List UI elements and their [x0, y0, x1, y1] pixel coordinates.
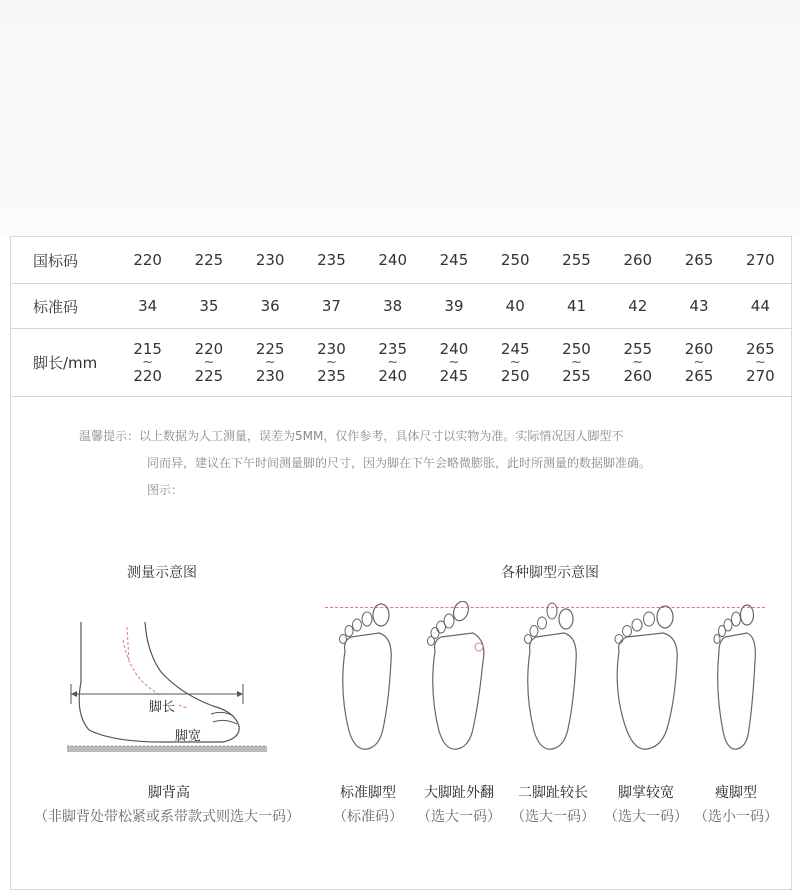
- table-cell: 34: [117, 284, 178, 329]
- range-cell: 265 ~ 270: [730, 329, 791, 397]
- foot-type-name: 二脚趾较长: [518, 785, 588, 801]
- foot-measure-illustration: [63, 622, 273, 757]
- table-row: [11, 237, 791, 284]
- foot-type-name: 大脚趾外翻: [424, 785, 494, 801]
- table-cell: 35: [178, 284, 239, 329]
- range-cell: 255 ~ 260: [607, 329, 668, 397]
- table-cell: 245: [423, 237, 484, 284]
- table-cell: 42: [607, 284, 668, 329]
- table-cell: 39: [423, 284, 484, 329]
- table-cell: 40: [485, 284, 546, 329]
- range-cell: 260 ~ 265: [668, 329, 729, 397]
- table-cell: 255: [546, 237, 607, 284]
- notice-line: 同而异，建议在下午时间测量脚的尺寸，因为脚在下午会略微膨胀，此时所测量的数据脚准确。: [147, 456, 652, 470]
- table-row: [11, 329, 791, 397]
- table-cell: 240: [362, 237, 423, 284]
- bunion-foot-icon: [421, 601, 491, 753]
- standard-foot-icon: [331, 601, 401, 753]
- table-cell: 265: [668, 237, 729, 284]
- table-cell: 38: [362, 284, 423, 329]
- row-header: 标准码: [11, 284, 117, 329]
- size-table: [11, 237, 791, 397]
- table-cell: 230: [240, 237, 301, 284]
- foot-type-advice: （选小一码）: [694, 809, 778, 825]
- foot-type-name: 标准脚型: [340, 785, 396, 801]
- table-cell: 270: [730, 237, 791, 284]
- table-cell: 250: [485, 237, 546, 284]
- instep-height-caption: 脚背高: [148, 785, 190, 801]
- table-cell: 260: [607, 237, 668, 284]
- range-cell: 245 ~ 250: [485, 329, 546, 397]
- slim-foot-icon: [705, 601, 765, 753]
- foot-type-name: 脚掌较宽: [618, 785, 674, 801]
- table-cell: 43: [668, 284, 729, 329]
- measurement-notice: [79, 423, 749, 504]
- row-header: 国标码: [11, 237, 117, 284]
- foot-type-advice: （选大一码）: [417, 809, 501, 825]
- foot-type-advice: （标准码）: [333, 809, 403, 825]
- range-cell: 220 ~ 225: [178, 329, 239, 397]
- product-image-area: [0, 0, 800, 236]
- table-cell: 41: [546, 284, 607, 329]
- long-second-toe-foot-icon: [516, 601, 586, 753]
- foot-type-name: 瘦脚型: [715, 785, 757, 801]
- range-cell: 230 ~ 235: [301, 329, 362, 397]
- table-cell: 235: [301, 237, 362, 284]
- table-cell: 225: [178, 237, 239, 284]
- table-row: [11, 284, 791, 329]
- instep-height-note: （非脚背处带松紧或系带款式则选大一码）: [34, 809, 300, 825]
- table-cell: 37: [301, 284, 362, 329]
- range-cell: 235 ~ 240: [362, 329, 423, 397]
- size-chart-card: [10, 236, 792, 890]
- table-cell: 36: [240, 284, 301, 329]
- range-cell: 215 ~ 220: [117, 329, 178, 397]
- table-cell: 220: [117, 237, 178, 284]
- foot-type-advice: （选大一码）: [511, 809, 595, 825]
- measure-diagram-title: 测量示意图: [127, 565, 197, 581]
- notice-line: 温馨提示：以上数据为人工测量，误差为5MM，仅作参考，具体尺寸以实物为准。实际情况因人脚型不: [79, 429, 624, 443]
- foot-types-title: 各种脚型示意图: [501, 565, 599, 581]
- range-cell: 240 ~ 245: [423, 329, 484, 397]
- wide-foot-icon: [609, 601, 687, 753]
- row-header: 脚长/mm: [11, 329, 117, 397]
- table-cell: 44: [730, 284, 791, 329]
- range-cell: 225 ~ 230: [240, 329, 301, 397]
- foot-width-label: 脚宽: [175, 729, 202, 744]
- foot-type-advice: （选大一码）: [604, 809, 688, 825]
- range-cell: 250 ~ 255: [546, 329, 607, 397]
- foot-length-label: 脚长: [147, 696, 177, 715]
- notice-line: 图示：: [147, 483, 184, 497]
